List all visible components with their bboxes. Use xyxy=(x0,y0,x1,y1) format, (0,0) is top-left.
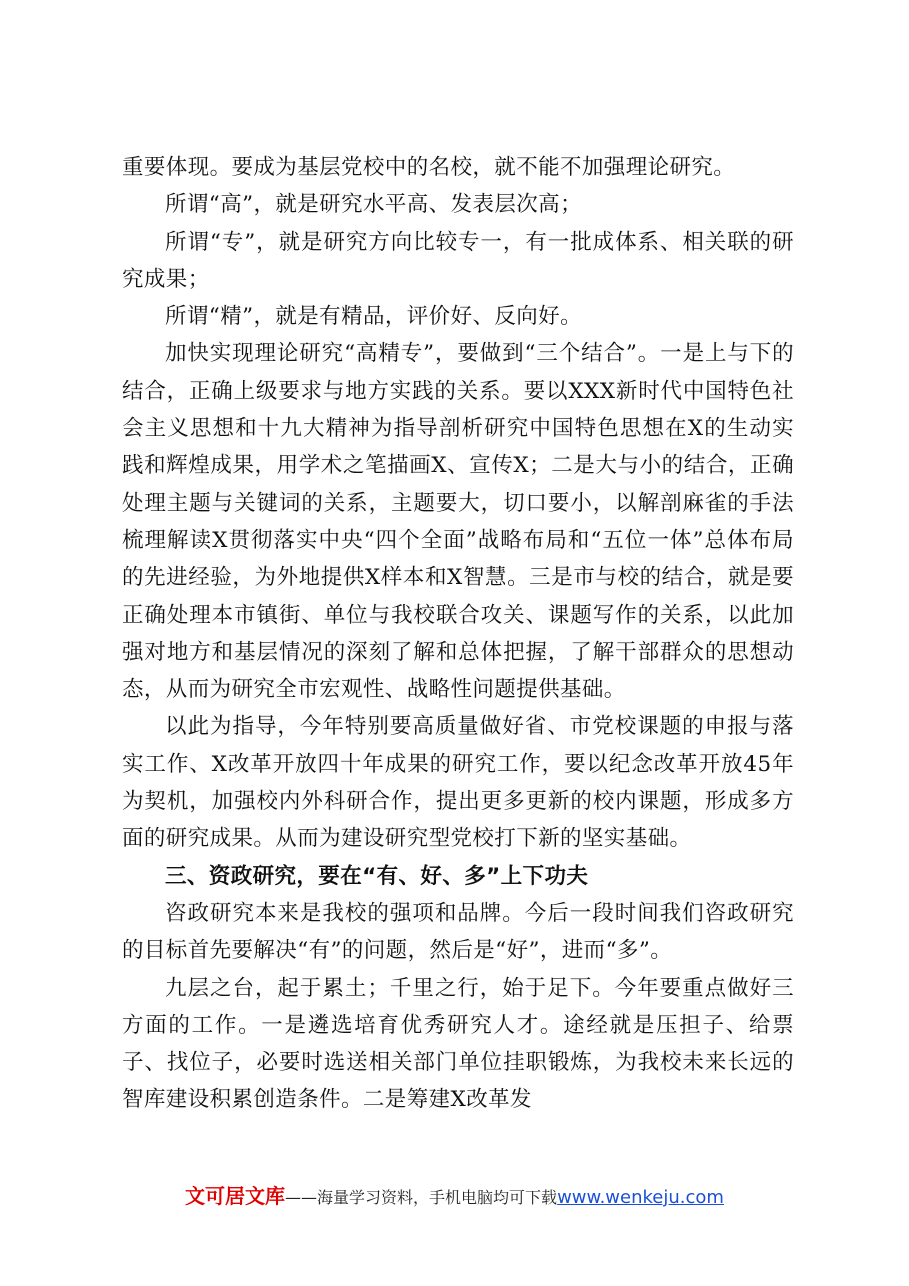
paragraph: 以此为指导，今年特别要高质量做好省、市党校课题的申报与落实工作、X改革开放四十年成果的研究工作，要以纪念改革开放45年为契机，加强校内外科研合作，提出更多更新的校内课题，形成多方面的研究成果。从而为建设研究型党校打下新的坚实基础。 xyxy=(122,714,794,852)
footer-slogan: ——海量学习资料，手机电脑均可下载 xyxy=(285,1188,558,1207)
footer-banner xyxy=(0,1180,909,1209)
paragraph: 咨政研究本来是我校的强项和品牌。今后一段时间我们咨政研究的目标首先要解决“有”的问题，然后是“好”，进而“多”。 xyxy=(122,900,794,964)
paragraph: 所谓“高”，就是研究水平高、发表层次高； xyxy=(165,192,582,218)
paragraph: 所谓“专”，就是研究方向比较专一，有一批成体系、相关联的研究成果； xyxy=(122,229,794,292)
document-body xyxy=(122,149,794,1119)
paragraph: 九层之台，起于累土；千里之行，始于足下。今年要重点做好三方面的工作。一是遴选培育优秀研究人才。途经就是压担子、给票子、找位子，必要时选送相关部门单位挂职锻炼，为我校未来长远的智库建设积累创造条件。二是筹建X改革发 xyxy=(122,975,794,1113)
footer-brand: 文可居文库 xyxy=(185,1184,286,1208)
paragraph: 重要体现。要成为基层党校中的名校，就不能不加强理论研究。 xyxy=(122,155,736,180)
paragraph: 加快实现理论研究“高精专”，要做到“三个结合”。一是上与下的结合，正确上级要求与地方实践的关系。要以XXX新时代中国特色社会主义思想和十九大精神为指导剖析研究中国特色思想在X的生动实践和辉煌成果，用学术之笔描画X、宣传X；二是大与小的结合，正确处理主题与关键词的关系，主题要大，切口要小，以解剖麻雀的手法梳理解读X贯彻落实中央“四个全面”战略布局和“五位一体”总体布局的先进经验，为外地提供X样本和X智慧。三是市与校的结合，就是要正确处理本市镇街、单位与我校联合攻关、课题写作的关系，以此加强对地方和基层情况的深刻了解和总体把握，了解干部群众的思想动态，从而为研究全市宏观性、战略性问题提供基础。 xyxy=(122,341,794,703)
section-heading: 三、资政研究，要在“有、好、多”上下功夫 xyxy=(165,863,589,889)
paragraph: 所谓“精”，就是有精品，评价好、反向好。 xyxy=(165,304,582,330)
footer-link[interactable]: www.wenkeju.com xyxy=(557,1187,724,1208)
